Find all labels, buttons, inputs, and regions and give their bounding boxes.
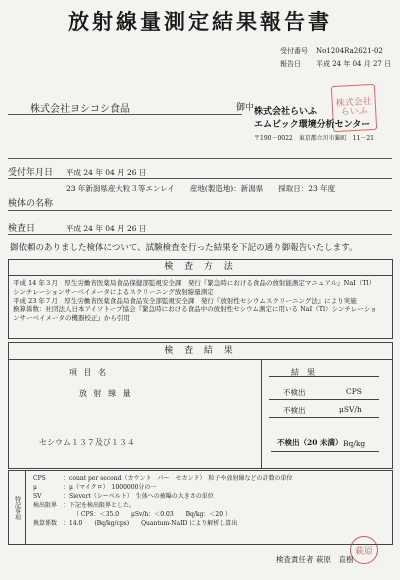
notes-box <box>8 470 393 545</box>
note-sv-value: ：Sievert（シーベルト） 生体への被曝の大きさの単位 <box>63 493 214 500</box>
document-title: 放射線量測定結果報告書 <box>68 9 332 34</box>
method-heading: 検 査 方 法 <box>9 260 392 276</box>
result-value-bqkg: 不検出（20 未満） <box>277 438 343 447</box>
received-label: 受付年月日 <box>8 168 54 178</box>
note-cps-value: ：count per second（カウント パー セカンド） 粒子や放射線などの計数の単位 <box>63 475 293 482</box>
divider-top <box>8 158 392 159</box>
intro-text: 御依頼のありました検体について、試験検査を行った結果を下記の通り御報告いたします。 <box>10 243 358 253</box>
method-line-4: 換算係数：社団法人日本アイソトープ協会『緊急時における食品中の放射性セシウム測定に用いる NaI（Tl）シンチレーショ <box>13 305 377 314</box>
result-value-cps: 不検出 <box>283 388 306 397</box>
sample-label: 検体の名称 <box>8 199 54 209</box>
received-value: 平成 24 年 04 月 26 日 <box>66 168 147 177</box>
method-line-5: ンサーベイメータの機器校正』から引用 <box>13 314 130 323</box>
result-unit-usvh: μSV/h <box>339 405 362 414</box>
company-seal: 株式会社らいふ <box>331 84 377 132</box>
divider-test-date <box>8 234 392 235</box>
issuer-line1: 株式会社らいふ <box>254 107 318 117</box>
method-line-1: 平成 14 年３月 厚生労働省医薬局食品保健部監視安全課 発行『緊急時における食品の放射能測定マニュアル』NaI（Tl） <box>13 279 376 287</box>
test-date-value: 平成 24 年 04 月 26 日 <box>66 224 147 233</box>
receipt-value: No1204Ra2621-02 <box>316 47 383 55</box>
cesium-label: セシウム１３７及び１３４ <box>39 438 135 447</box>
note-factor-key: 換算係数 <box>33 520 58 527</box>
note-limit-key: 検出限界 <box>33 502 58 509</box>
note-limit-value: ：下記を検出限界とした。 <box>63 502 136 509</box>
signature-label: 検査責任者 <box>276 555 314 564</box>
divider-sample <box>8 210 392 211</box>
result-unit-cps: CPS <box>346 387 362 396</box>
note-cps-key: CPS <box>33 475 46 482</box>
client-name: 株式会社ヨシコシ食品 <box>30 104 130 115</box>
note-sv-key: SV <box>33 493 42 500</box>
method-line-2: シンチレーションサーベイメータによるスクリーニング放射線量測定 <box>13 287 214 296</box>
method-box <box>8 259 393 339</box>
divider-received <box>8 178 392 179</box>
signature-stamp: 萩原 <box>350 536 378 564</box>
results-column-divider <box>261 359 262 468</box>
receipt-label: 受付番号 <box>280 47 308 55</box>
method-line-3: 平成 23 年７月 厚生労働省医薬食品局食品安全部監視安全課 発行『放射性セシウムスクリーニング法』により実施 <box>13 296 357 305</box>
report-date-value: 平成 24 年 04 月 27 日 <box>316 60 392 68</box>
result-unit-bqkg: Bq/kg <box>343 439 366 448</box>
note-limit-detail: （ CPS：＜35.0 μSv/h：＜0.03 Bq/kg：＜20 ） <box>73 511 231 518</box>
results-heading: 検 査 結 果 <box>9 343 392 360</box>
category-label: 放 射 線 量 <box>79 389 133 398</box>
report-date-label: 報告日 <box>280 60 301 68</box>
signature-name: 萩原 直樹 <box>316 555 354 564</box>
result-row-divider-3 <box>271 451 379 452</box>
result-row-divider-2 <box>269 417 379 418</box>
client-underline <box>8 114 242 115</box>
report-date <box>280 59 391 69</box>
note-mu-value: ：μ（マイクロ） 1000000分の一 <box>63 484 157 491</box>
result-header-underline <box>269 376 379 377</box>
results-box <box>8 342 393 469</box>
issuer-address: 〒190－0022 東京都立川市錦町 11－21 <box>254 135 374 142</box>
result-row-divider-1 <box>269 399 379 400</box>
receipt-number <box>280 46 383 56</box>
note-factor-value: ：14.0 (Bq/kg/cps) Quantum-NaID により解析し算出 <box>63 520 238 527</box>
test-date-label: 検査日 <box>8 224 36 234</box>
note-mu-key: μ <box>33 484 37 491</box>
notes-side-label: 特記事項 <box>9 471 26 544</box>
result-value-usvh: 不検出 <box>283 406 306 415</box>
sample-description: 23 年新潟県産大粒３等エンレイ 産地(製造地)：新潟県 採取日：23 年度 <box>66 184 336 193</box>
item-header: 項 目 名 <box>69 368 109 377</box>
issuer-line2: エムビック環境分析センター <box>254 120 371 130</box>
client-honorific: 御中 <box>236 103 255 113</box>
result-header: 結 果 <box>291 368 315 377</box>
